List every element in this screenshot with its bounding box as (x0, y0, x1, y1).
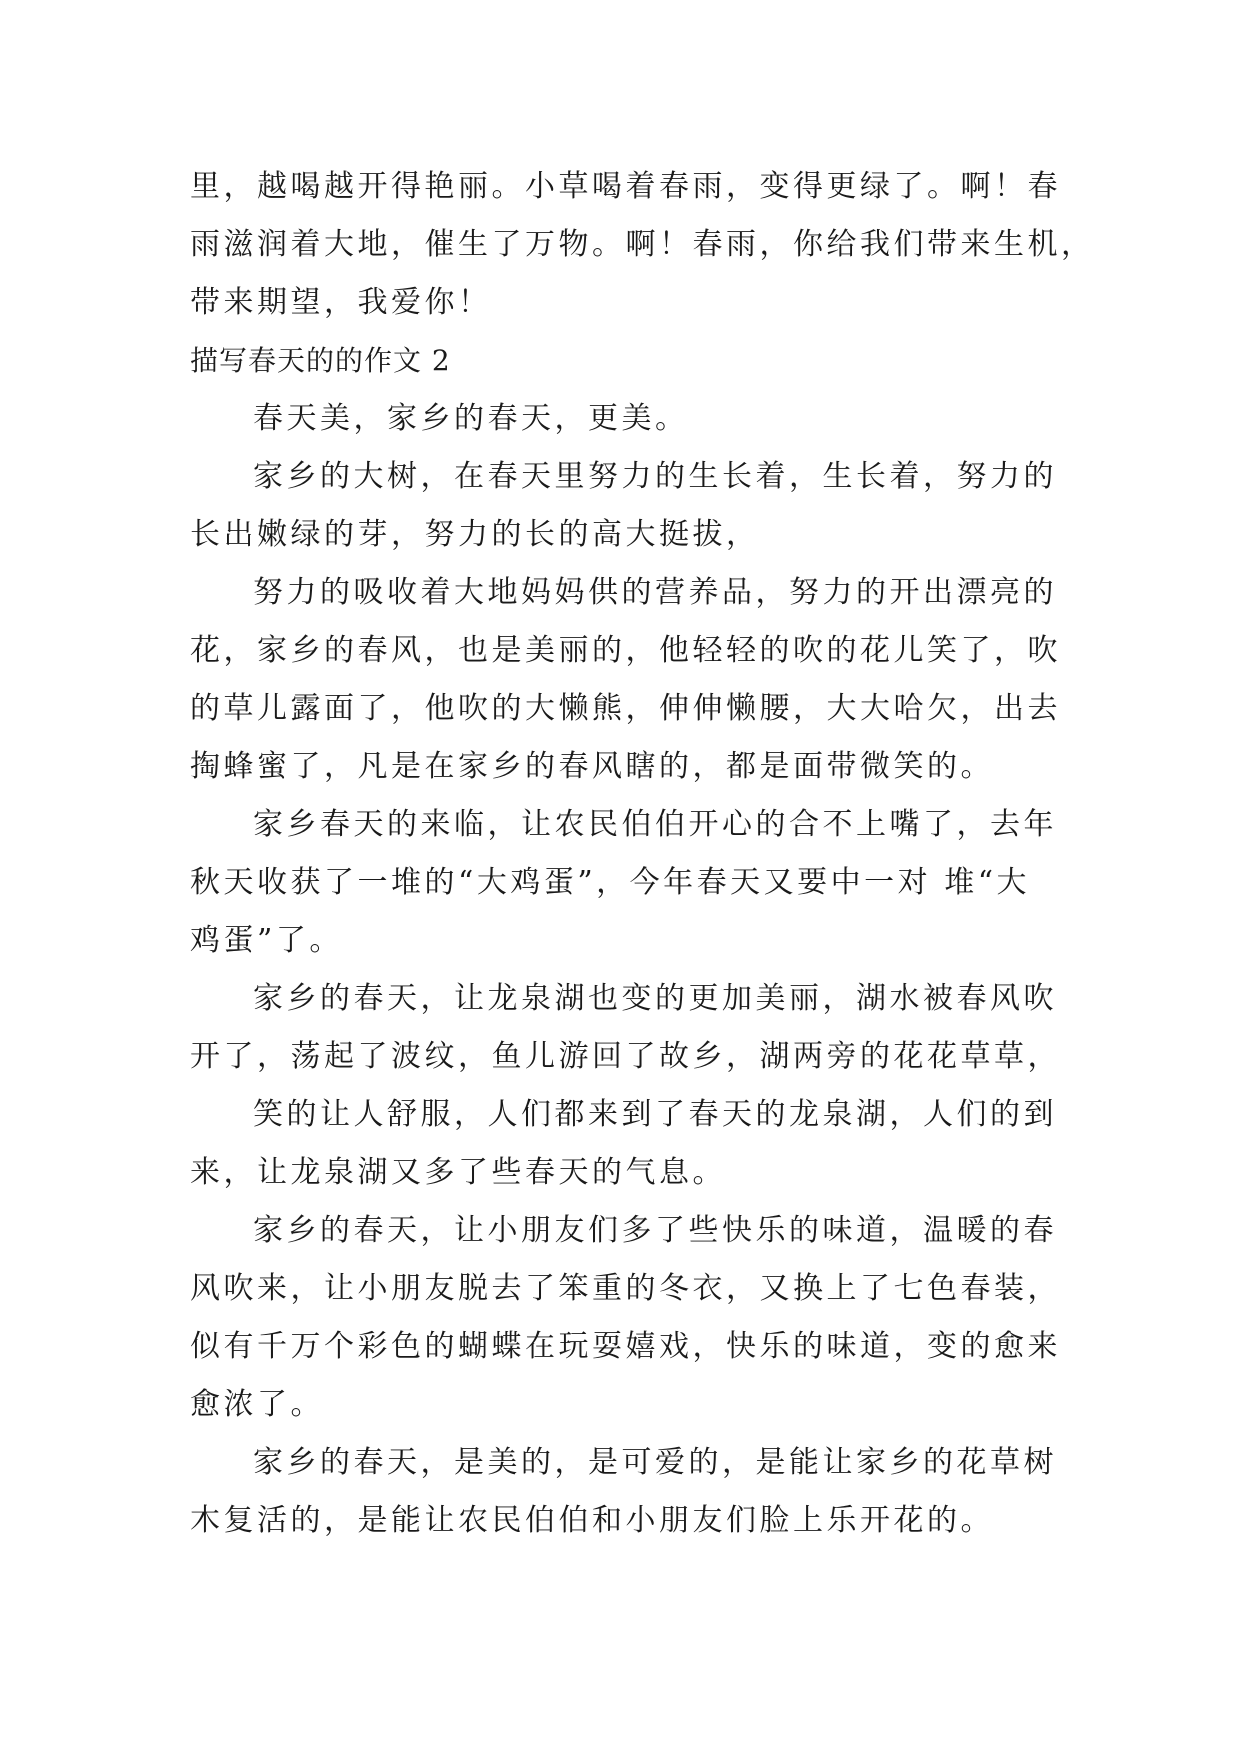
text-line: 花，家乡的春风，也是美丽的，他轻轻的吹的花儿笑了，吹 (190, 633, 1061, 668)
text-line: 似有千万个彩色的蝴蝶在玩耍嬉戏，快乐的味道，变的愈来 (190, 1329, 1061, 1364)
text-line: 带来期望，我爱你！ (190, 285, 492, 320)
text-line: 风吹来，让小朋友脱去了笨重的冬衣，又换上了七色春装， (190, 1271, 1061, 1306)
text-line: 里，越喝越开得艳丽。小草喝着春雨，变得更绿了。啊！春 (190, 169, 1061, 204)
text-line: 鸡蛋”了。 (190, 923, 343, 958)
paragraph-first-line: 努力的吸收着大地妈妈供的营养品，努力的开出漂亮的 (253, 575, 1057, 610)
essay-heading: 描写春天的的作文 2 (190, 344, 451, 377)
text-line: 愈浓了。 (190, 1387, 324, 1422)
paragraph-first-line: 家乡的大树，在春天里努力的生长着，生长着，努力的 (253, 459, 1057, 494)
text-line: 秋天收获了一堆的“大鸡蛋”，今年春天又要中一对 堆“大 (190, 865, 1031, 900)
document-page (190, 158, 1095, 1550)
text-line: 掏蜂蜜了，凡是在家乡的春风瞎的，都是面带微笑的。 (190, 749, 994, 784)
paragraph-first-line: 家乡春天的来临，让农民伯伯开心的合不上嘴了，去年 (253, 807, 1057, 842)
text-line: 长出嫩绿的芽，努力的长的高大挺拔， (190, 517, 760, 552)
text-line: 雨滋润着大地，催生了万物。啊！春雨，你给我们带来生机， (190, 227, 1095, 262)
paragraph-first-line: 春天美，家乡的春天，更美。 (253, 401, 689, 436)
paragraph-first-line: 家乡的春天，让小朋友们多了些快乐的味道，温暖的春 (253, 1213, 1057, 1248)
text-line: 木复活的，是能让农民伯伯和小朋友们脸上乐开花的。 (190, 1503, 994, 1538)
text-line: 的草儿露面了，他吹的大懒熊，伸伸懒腰，大大哈欠，出去 (190, 691, 1061, 726)
text-line: 开了，荡起了波纹，鱼儿游回了故乡，湖两旁的花花草草， (190, 1039, 1061, 1074)
paragraph-first-line: 笑的让人舒服，人们都来到了春天的龙泉湖，人们的到 (253, 1097, 1057, 1132)
text-line: 来，让龙泉湖又多了些春天的气息。 (190, 1155, 726, 1190)
paragraph-first-line: 家乡的春天，是美的，是可爱的，是能让家乡的花草树 (253, 1445, 1057, 1480)
paragraph-first-line: 家乡的春天，让龙泉湖也变的更加美丽，湖水被春风吹 (253, 981, 1057, 1016)
